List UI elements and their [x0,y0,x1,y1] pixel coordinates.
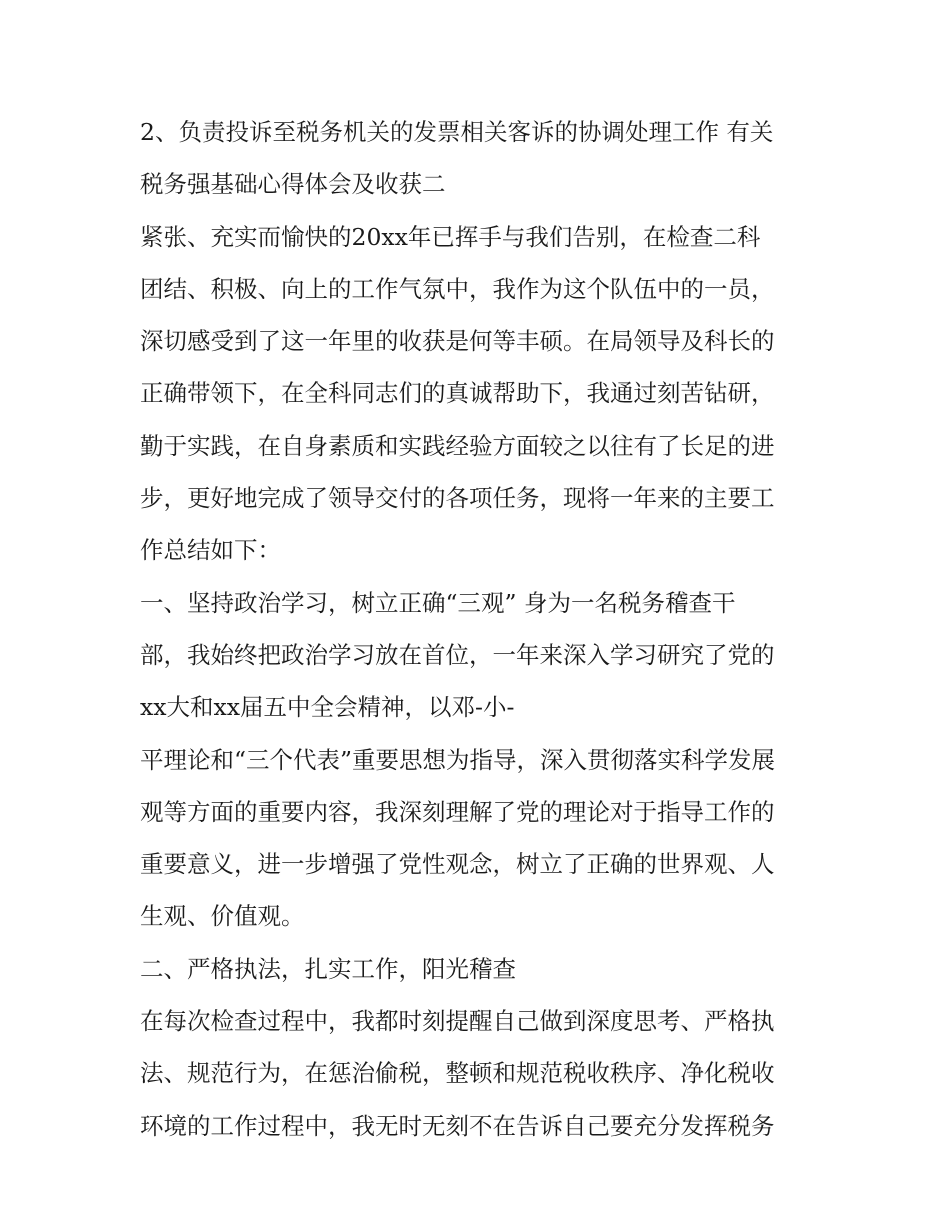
text-line: 在每次检查过程中，我都时刻提醒自己做到深度思考、严格执 [140,1007,775,1036]
section-heading-line: 二、严格执法，扎实工作，阳光稽查 [140,954,516,983]
text-line: 重要意义，进一步增强了党性观念，树立了正确的世界观、人 [140,850,775,879]
text-line: 税务强基础心得体会及收获二 [140,170,446,199]
text-line: 深切感受到了这一年里的收获是何等丰硕。在局领导及科长的 [140,327,775,356]
text-line: 2、负责投诉至税务机关的发票相关客诉的协调处理工作 有关 [140,118,774,146]
text-line: 紧张、充实而愉快的20xx年已挥手与我们告别，在检查二科 [140,222,761,251]
text-line: 观等方面的重要内容，我深刻理解了党的理论对于指导工作的 [140,797,775,826]
text-line: 作总结如下： [140,536,281,565]
text-line: 部，我始终把政治学习放在首位，一年来深入学习研究了党的 [140,640,775,669]
text-line: 环境的工作过程中，我无时无刻不在告诉自己要充分发挥税务 [140,1111,775,1140]
text-line: 团结、积极、向上的工作气氛中，我作为这个队伍中的一员， [140,274,775,303]
text-line: 正确带领下，在全科同志们的真诚帮助下，我通过刻苦钻研， [140,379,775,408]
text-line: xx大和xx届五中全会精神，以邓-小- [140,693,515,722]
document-body [140,106,820,1152]
text-line: 生观、价值观。 [140,902,305,931]
text-line: 法、规范行为，在惩治偷税，整顿和规范税收秩序、净化税收 [140,1059,775,1088]
text-line: 平理论和“三个代表”重要思想为指导，深入贯彻落实科学发展 [140,745,776,774]
text-line: 勤于实践，在自身素质和实践经验方面较之以往有了长足的进 [140,431,775,460]
section-heading-line: 一、坚持政治学习，树立正确“三观” 身为一名税务稽查干 [140,588,736,617]
text-line: 步，更好地完成了领导交付的各项任务，现将一年来的主要工 [140,484,775,513]
